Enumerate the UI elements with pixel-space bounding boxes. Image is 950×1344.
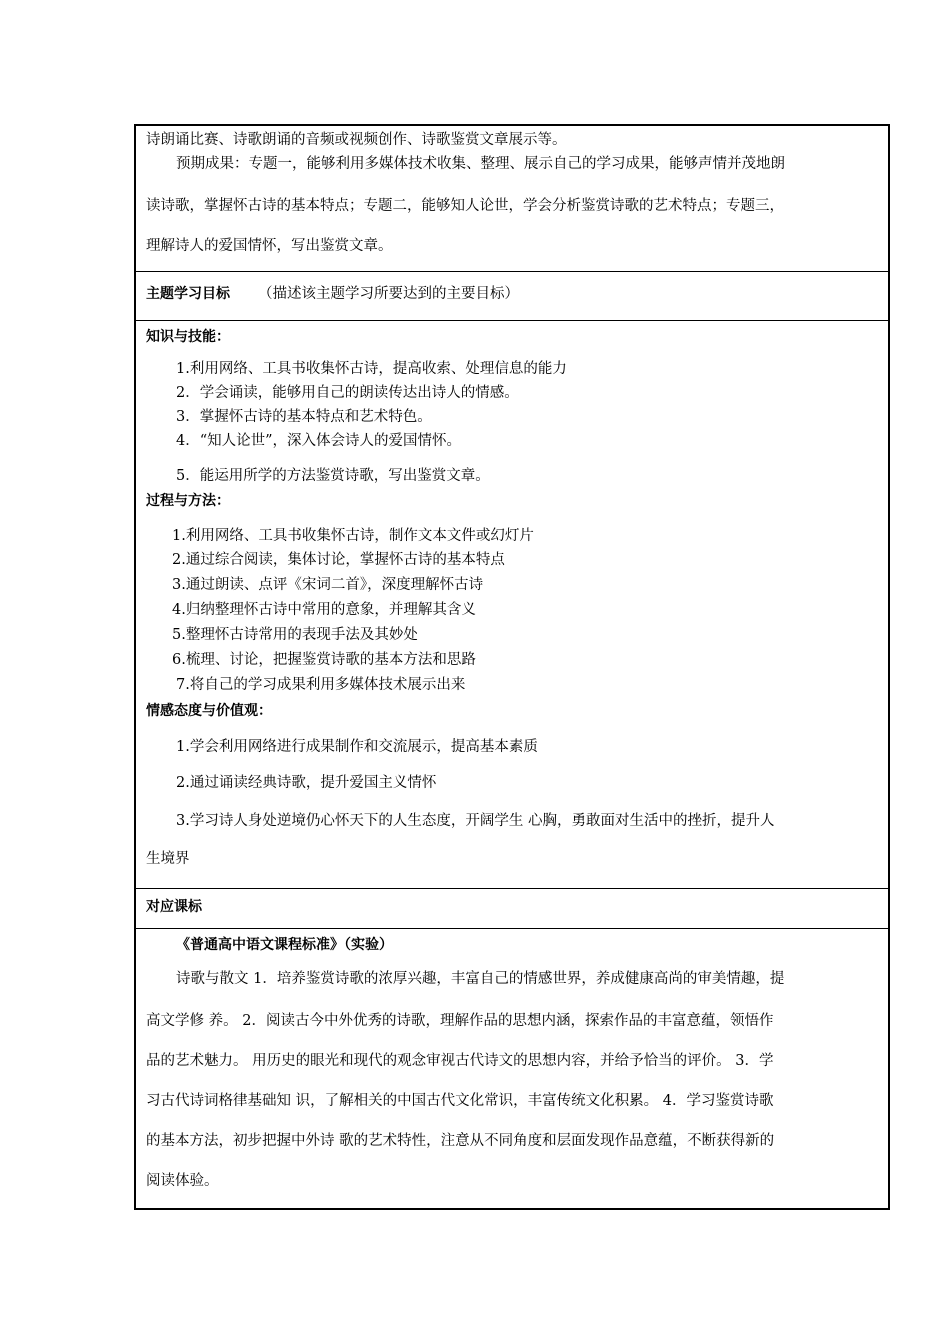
standard-line: 习古代诗词格律基础知 识，了解相关的中国古代文化常识，丰富传统文化积累。 4．学习鉴赏诗歌	[146, 1093, 774, 1109]
text-line: 理解诗人的爱国情怀，写出鉴赏文章。	[146, 238, 393, 254]
process-item: 5.整理怀古诗常用的表现手法及其妙处	[172, 627, 418, 643]
standard-line: 品的艺术魅力。 用历史的眼光和现代的观念审视古代诗文的思想内容，并给予恰当的评价。 3．学	[146, 1053, 774, 1069]
process-heading: 过程与方法：	[146, 493, 230, 509]
text-line: 预期成果：专题一，能够利用多媒体技术收集、整理、展示自己的学习成果，能够声情并茂地朗	[176, 156, 785, 172]
emotion-item: 生境界	[146, 851, 190, 867]
knowledge-item: 5．能运用所学的方法鉴赏诗歌，写出鉴赏文章。	[176, 468, 490, 484]
emotion-item: 3.学习诗人身处逆境仍心怀天下的人生态度，开阔学生 心胸，勇敢面对生活中的挫折，提升人	[176, 813, 775, 829]
standard-line: 的基本方法，初步把握中外诗 歌的艺术特性，注意从不同角度和层面发现作品意蕴，不断获得新的	[146, 1133, 775, 1149]
goal-header-row	[136, 272, 888, 321]
knowledge-item: 2．学会诵读，能够用自己的朗读传达出诗人的情感。	[176, 385, 519, 401]
text-line: 诗朗诵比赛、诗歌朗诵的音频或视频创作、诗歌鉴赏文章展示等。	[146, 132, 567, 148]
standard-line: 高文学修 养。 2．阅读古今中外优秀的诗歌，理解作品的思想内涵，探索作品的丰富意蕴，领悟作	[146, 1013, 774, 1029]
standard-header-title: 对应课标	[146, 899, 202, 915]
knowledge-heading: 知识与技能：	[146, 329, 230, 345]
process-item: 3.通过朗读、点评《宋词二首》，深度理解怀古诗	[172, 577, 484, 593]
standard-line: 诗歌与散文 1．培养鉴赏诗歌的浓厚兴趣，丰富自己的情感世界，养成健康高尚的审美情趣，提	[176, 971, 785, 987]
emotion-item: 2.通过诵读经典诗歌，提升爱国主义情怀	[176, 775, 437, 791]
goal-header-desc: （描述该主题学习所要达到的主要目标）	[258, 286, 519, 302]
knowledge-item: 3．掌握怀古诗的基本特点和艺术特色。	[176, 409, 432, 425]
process-item: 6.梳理、讨论，把握鉴赏诗歌的基本方法和思路	[172, 652, 476, 668]
goal-header-title: 主题学习目标	[146, 286, 230, 302]
standard-cell	[136, 929, 888, 1208]
knowledge-item: 4．“知人论世”，深入体会诗人的爱国情怀。	[176, 433, 462, 449]
emotion-heading: 情感态度与价值观：	[146, 703, 272, 719]
lesson-plan-table	[134, 124, 890, 1210]
standard-title: 《普通高中语文课程标准》（实验）	[176, 937, 393, 953]
objectives-cell	[136, 321, 888, 889]
text-line: 读诗歌，掌握怀古诗的基本特点；专题二，能够知人论世，学会分析鉴赏诗歌的艺术特点；专题三，	[146, 198, 784, 214]
process-item: 2.通过综合阅读，集体讨论，掌握怀古诗的基本特点	[172, 552, 505, 568]
standard-header-row	[136, 889, 888, 929]
process-item: 7.将自己的学习成果利用多媒体技术展示出来	[176, 677, 466, 693]
outcomes-cell	[136, 126, 888, 272]
standard-line: 阅读体验。	[146, 1173, 219, 1189]
process-item: 4.归纳整理怀古诗中常用的意象，并理解其含义	[172, 602, 476, 618]
emotion-item: 1.学会利用网络进行成果制作和交流展示，提高基本素质	[176, 739, 538, 755]
knowledge-item: 1.利用网络、工具书收集怀古诗，提高收索、处理信息的能力	[176, 361, 567, 377]
process-item: 1.利用网络、工具书收集怀古诗，制作文本文件或幻灯片	[172, 528, 534, 544]
